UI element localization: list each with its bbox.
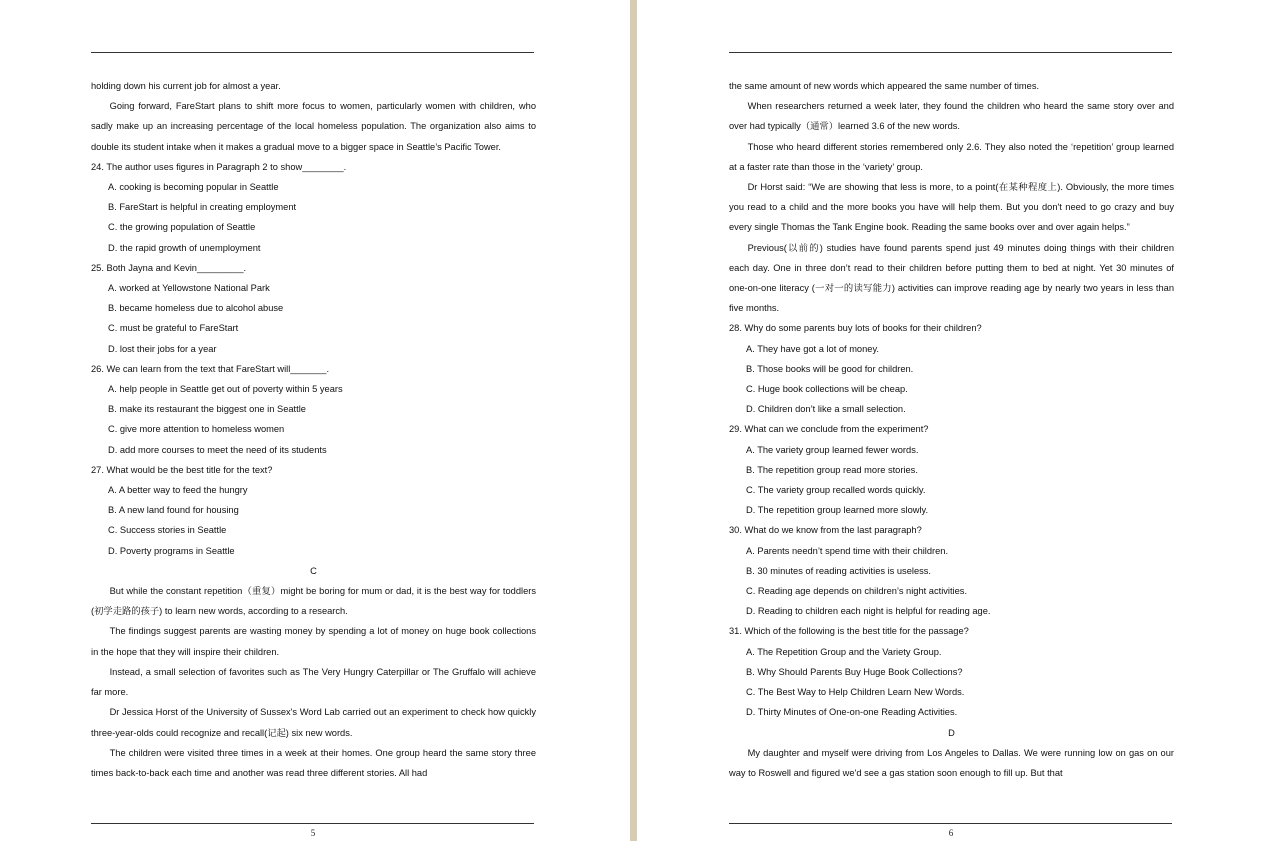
section-label-c: C bbox=[310, 565, 317, 576]
option: A. help people in Seattle get out of poverty within 5 years bbox=[108, 384, 343, 395]
option: C. the growing population of Seattle bbox=[108, 222, 256, 233]
page-number: 5 bbox=[310, 828, 316, 838]
question-31: 31. Which of the following is the best title for the passage? bbox=[729, 626, 969, 637]
option: A. They have got a lot of money. bbox=[746, 343, 879, 354]
option: A. A better way to feed the hungry bbox=[108, 485, 248, 496]
paragraph: Instead, a small selection of favorites such as The Very Hungry Caterpillar or The Gruffalo will achieve far more. bbox=[91, 666, 536, 698]
option: D. lost their jobs for a year bbox=[108, 343, 217, 354]
option: D. Children don’t like a small selection. bbox=[746, 404, 906, 415]
option: C. must be grateful to FareStart bbox=[108, 323, 239, 334]
right-page-content bbox=[729, 76, 1174, 783]
paragraph: Those who heard different stories remembered only 2.6. They also noted the ‘repetition’ group learned at a faster rate than those in the ‘variety’ group. bbox=[729, 141, 1174, 172]
header-rule bbox=[729, 52, 1172, 53]
right-page bbox=[637, 0, 1264, 841]
option: A. The Repetition Group and the Variety Group. bbox=[746, 646, 942, 657]
page-number: 6 bbox=[948, 828, 954, 838]
question-25: 25. Both Jayna and Kevin_________. bbox=[91, 262, 247, 273]
paragraph: The children were visited three times in a week at their homes. One group heard the same story three times back-to-back each time and another was read three different stories. All had bbox=[91, 747, 536, 778]
question-30: 30. What do we know from the last paragraph? bbox=[729, 525, 922, 536]
question-26: 26. We can learn from the text that FareStart will_______. bbox=[91, 363, 330, 374]
option: C. Huge book collections will be cheap. bbox=[746, 384, 908, 395]
option: C. The variety group recalled words quickly. bbox=[746, 485, 926, 496]
option: B. make its restaurant the biggest one in Seattle bbox=[108, 404, 306, 415]
header-rule bbox=[91, 52, 534, 53]
option: B. became homeless due to alcohol abuse bbox=[108, 303, 284, 314]
page-gutter bbox=[630, 0, 637, 841]
question-27: 27. What would be the best title for the text? bbox=[91, 464, 273, 475]
option: B. FareStart is helpful in creating employment bbox=[108, 202, 297, 213]
left-page-content bbox=[91, 76, 536, 783]
question-29: 29. What can we conclude from the experiment? bbox=[729, 424, 929, 435]
footer-rule bbox=[91, 823, 534, 824]
option: B. The repetition group read more stories. bbox=[746, 464, 918, 475]
option: D. Thirty Minutes of One-on-one Reading Activities. bbox=[746, 707, 958, 718]
option: D. Reading to children each night is helpful for reading age. bbox=[746, 606, 991, 617]
option: C. The Best Way to Help Children Learn New Words. bbox=[746, 687, 965, 698]
option: A. Parents needn’t spend time with their children. bbox=[746, 545, 949, 556]
option: D. The repetition group learned more slowly. bbox=[746, 505, 929, 516]
paragraph: Going forward, FareStart plans to shift more focus to women, particularly women with children, who sadly make up an increasing percentage of the local homeless population. The organization also aims to double its student intake when it makes a gradual move to a bigger space in Seattle’s Pacific Tower. bbox=[91, 101, 536, 152]
paragraph: the same amount of new words which appeared the same number of times. bbox=[729, 81, 1040, 91]
paragraph: But while the constant repetition（重复）might be boring for mum or dad, it is the best way for toddlers (初学走路的孩子) to learn new words, according to a research. bbox=[91, 586, 536, 617]
option: A. worked at Yellowstone National Park bbox=[108, 283, 270, 294]
left-page bbox=[0, 0, 630, 841]
option: D. Poverty programs in Seattle bbox=[108, 545, 235, 556]
option: C. give more attention to homeless women bbox=[108, 424, 285, 435]
paragraph: Dr Jessica Horst of the University of Sussex's Word Lab carried out an experiment to check how quickly three-year-olds could recognize and recall(记起) six new words. bbox=[91, 707, 536, 738]
paragraph: The findings suggest parents are wasting money by spending a lot of money on huge book collections in the hope that they will inspire their children. bbox=[91, 626, 536, 657]
paragraph: My daughter and myself were driving from Los Angeles to Dallas. We were running low on gas on our way to Roswell and figured we'd see a gas station soon enough to fill up. But that bbox=[729, 747, 1174, 778]
option: C. Success stories in Seattle bbox=[108, 525, 227, 536]
question-28: 28. Why do some parents buy lots of books for their children? bbox=[729, 323, 982, 334]
question-24: 24. The author uses figures in Paragraph 2 to show________. bbox=[91, 161, 347, 172]
option: C. Reading age depends on children’s night activities. bbox=[746, 586, 968, 597]
paragraph: Previous(以前的) studies have found parents spend just 49 minutes doing things with their children each day. One in three don’t read to their children before putting them to bed at night. Yet 30 minutes of one-on-one literacy (一对一的读写能力) activities can improve reading age by nearly two years in less than five months. bbox=[729, 242, 1174, 314]
section-label-d: D bbox=[948, 727, 955, 738]
paragraph: When researchers returned a week later, they found the children who heard the same story over and over had typically（通常）learned 3.6 of the new words. bbox=[729, 101, 1174, 132]
option: D. the rapid growth of unemployment bbox=[108, 242, 261, 253]
option: B. A new land found for housing bbox=[108, 505, 239, 516]
option: B. Why Should Parents Buy Huge Book Collections? bbox=[746, 666, 963, 677]
paragraph: holding down his current job for almost a year. bbox=[91, 81, 281, 91]
paragraph: Dr Horst said: “We are showing that less is more, to a point(在某种程度上). Obviously, the more times you read to a child and the more books you have will help them. But you don't need to go crazy and buy every single Thomas the Tank Engine book. Reading the same books over and over again helps.” bbox=[729, 182, 1174, 233]
option: B. Those books will be good for children. bbox=[746, 363, 914, 374]
footer-rule bbox=[729, 823, 1172, 824]
option: B. 30 minutes of reading activities is useless. bbox=[746, 565, 931, 576]
option: A. cooking is becoming popular in Seattle bbox=[108, 182, 279, 193]
option: D. add more courses to meet the need of its students bbox=[108, 444, 327, 455]
option: A. The variety group learned fewer words. bbox=[746, 444, 919, 455]
